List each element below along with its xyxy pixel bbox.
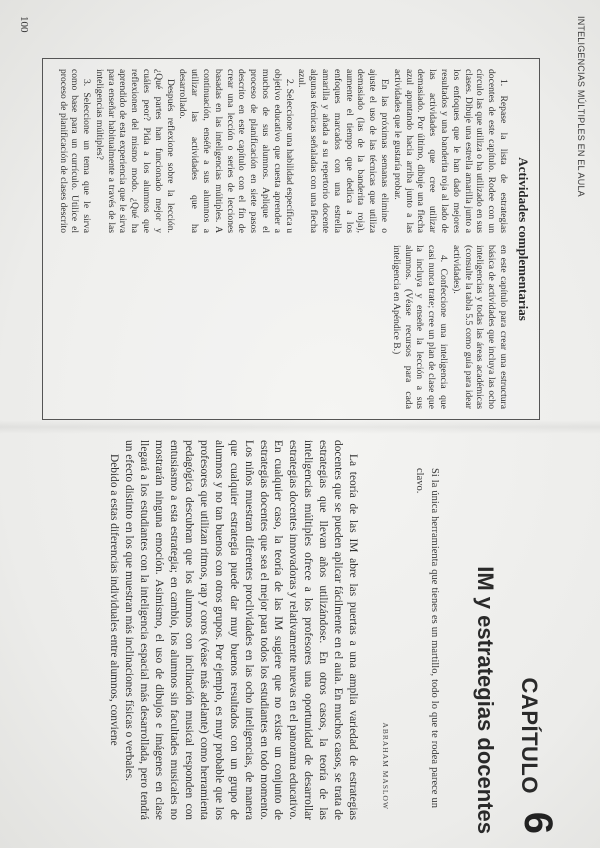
- activities-text: [51, 69, 509, 409]
- body-paragraph: Debido a estas diferencias individuales entre alumnos, conviene: [108, 454, 121, 746]
- running-head: INTELIGENCIAS MÚLTIPLES EN EL AULA: [576, 16, 586, 197]
- complementary-activities-box: [42, 58, 540, 420]
- book-gutter: [0, 420, 600, 434]
- activity-paragraph: 4. Confeccione una inteligencia que casi nunca trate; cree un plan de clase que la incluya y enseñe la lección a sus alumnos. (Véase recursos para cada inteligencia en Apéndice B.): [390, 245, 450, 409]
- epigraph-author: ABRAHAM MASLOW: [381, 722, 390, 810]
- activity-paragraph: 3. Seleccione un tema que le sirva como base para un currículo. Utilice el proceso de planificación de clases descrito en este capítulo para crear una estructura básica de actividades que incluya las ocho inteligencias y todas las áreas académicas (consulte la tabla 5.5 como guía para idear actividades).: [57, 69, 509, 409]
- activity-paragraph: En las próximas semanas elimine o ajuste el uso de las técnicas que utiliza demasiado (las de la banderita roja), aumente el tiempo que dedica a los enfoques marcados con una estrella amarilla y añada a su repertorio docente algunas técnicas señaladas con una flecha azul.: [296, 69, 391, 233]
- epigraph: Si la única herramienta que tienes es un martillo, todo lo que te rodea parece un clavo.: [414, 468, 440, 808]
- activity-paragraph: 1. Repase la lista de estrategias docentes de este capítulo. Rodee con un círculo las que utiliza o ha utilizado en sus clases. Dibuje una estrella amarilla junto a los enfoques que le han dado mejores resultados y una banderita roja al lado de las actividades que cree utilizar demasiado. Por último, dibuje una flecha azul apuntando hacia arriba junto a las actividades que le gustaría probar.: [391, 69, 509, 233]
- body-paragraph: La teoría de las IM abre las puertas a una amplia variedad de estrategias docentes que se pueden aplicar fácilmente en el aula. En muchos casos, se trata de estrategias que llevan años utilizándose. En otros casos, la teoría de las inteligencias múltiples ofrece a los profesores una oportunidad de desarrollar estrategias docentes innovadoras y relativamente nuevas en el panorama educativo. En cualquier caso, la teoría de las IM sugiere que no existe un conjunto de estrategias docentes que sea el mejor para todos los estudiantes en todo momento. Los niños muestran diferentes proclividades en las ocho inteligencias, de manera que cualquier estrategia puede dar muy buenos resultados con un grupo de alumnos y no tan buenos con otros grupos. Por ejemplo, es muy probable que los profesores que utilizan ritmos, rap y coros (véase más adelante) como herramienta pedagógica descubran que los alumnos con inclinación musical responden con entusiasmo a esta estrategia; en cambio, los alumnos sin facultades musicales no mostrarán ninguna emoción. Asimismo, el uso de dibujos e imágenes en clase llegará a los estudiantes con la inteligencia espacial más desarrollada, pero tendrá un efecto distinto en los que muestran más inclinaciones físicas o verbales.: [123, 440, 359, 820]
- activity-paragraph: 2. Seleccione una habilidad específica u objetivo educativo que cuesta aprender a muchos de sus alumnos. Aplique el proceso de planificación en siete pasos descrito en este capítulo con el fin de crear una lección o series de lecciones basadas en las inteligencias múltiples. A continuación, enséñe a sus alumnos a utilizar las actividades que ha desarrollado.: [177, 69, 295, 233]
- page-number: 100: [18, 16, 30, 33]
- chapter-label: CAPÍTULO: [517, 677, 542, 794]
- activity-paragraph: Después reflexione sobre la lección. ¿Qué partes han funcionado mejor y cuáles peor? Pida a los alumnos que reflexionen del mismo modo. ¿Qué ha aprendido de esta experiencia que le sirva para enseñar habitualmente a través de las inteligencias múltiples?: [93, 69, 176, 233]
- chapter-body: [10, 440, 360, 820]
- chapter-title: IM y estrategias docentes: [473, 566, 498, 834]
- activities-title: Actividades complementarias: [516, 157, 531, 321]
- chapter-number: 6: [516, 811, 560, 834]
